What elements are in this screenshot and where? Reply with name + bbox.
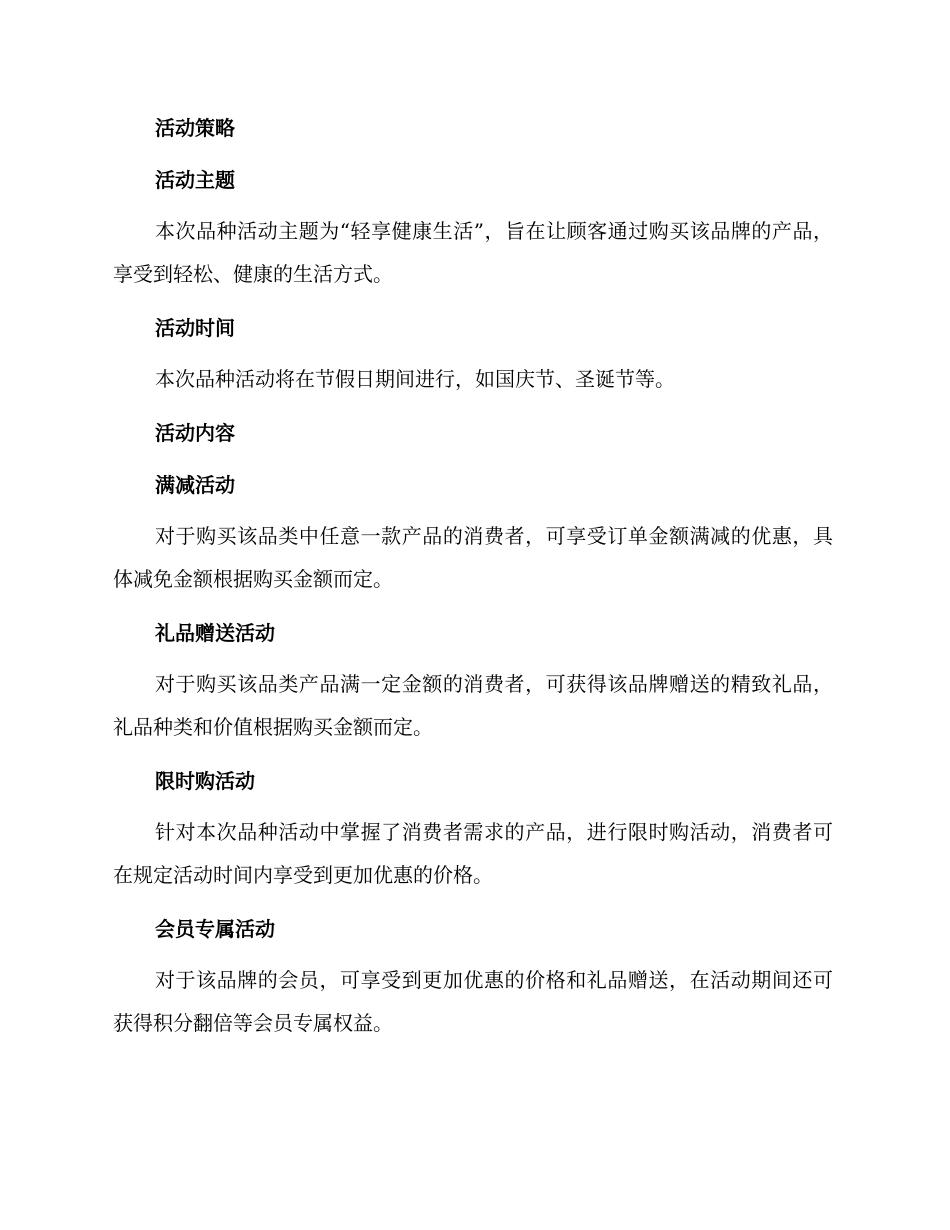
discount-heading: 满减活动 xyxy=(155,473,235,497)
discount-paragraph: 对于购买该品类中任意一款产品的消费者，可享受订单金额满减的优惠，具体减免金额根据购买金额而定。 xyxy=(113,524,833,591)
theme-heading: 活动主题 xyxy=(155,168,235,192)
document-page xyxy=(113,108,833,1057)
time-paragraph: 本次品种活动将在节假日期间进行，如国庆节、圣诞节等。 xyxy=(155,367,675,391)
member-paragraph: 对于该品牌的会员，可享受到更加优惠的价格和礼品赠送，在活动期间还可获得积分翻倍等会员专属权益。 xyxy=(113,968,833,1035)
time-heading: 活动时间 xyxy=(155,316,235,340)
content-heading: 活动内容 xyxy=(155,421,235,445)
flash-sale-paragraph: 针对本次品种活动中掌握了消费者需求的产品，进行限时购活动，消费者可在规定活动时间内享受到更加优惠的价格。 xyxy=(113,820,833,887)
flash-sale-heading: 限时购活动 xyxy=(155,769,255,793)
gift-paragraph: 对于购买该品类产品满一定金额的消费者，可获得该品牌赠送的精致礼品，礼品种类和价值根据购买金额而定。 xyxy=(113,672,833,739)
strategy-heading: 活动策略 xyxy=(155,116,235,140)
theme-paragraph: 本次品种活动主题为“轻享健康生活”，旨在让顾客通过购买该品牌的产品，享受到轻松、健康的生活方式。 xyxy=(113,219,833,286)
gift-heading: 礼品赠送活动 xyxy=(155,621,275,645)
member-heading: 会员专属活动 xyxy=(155,917,275,941)
